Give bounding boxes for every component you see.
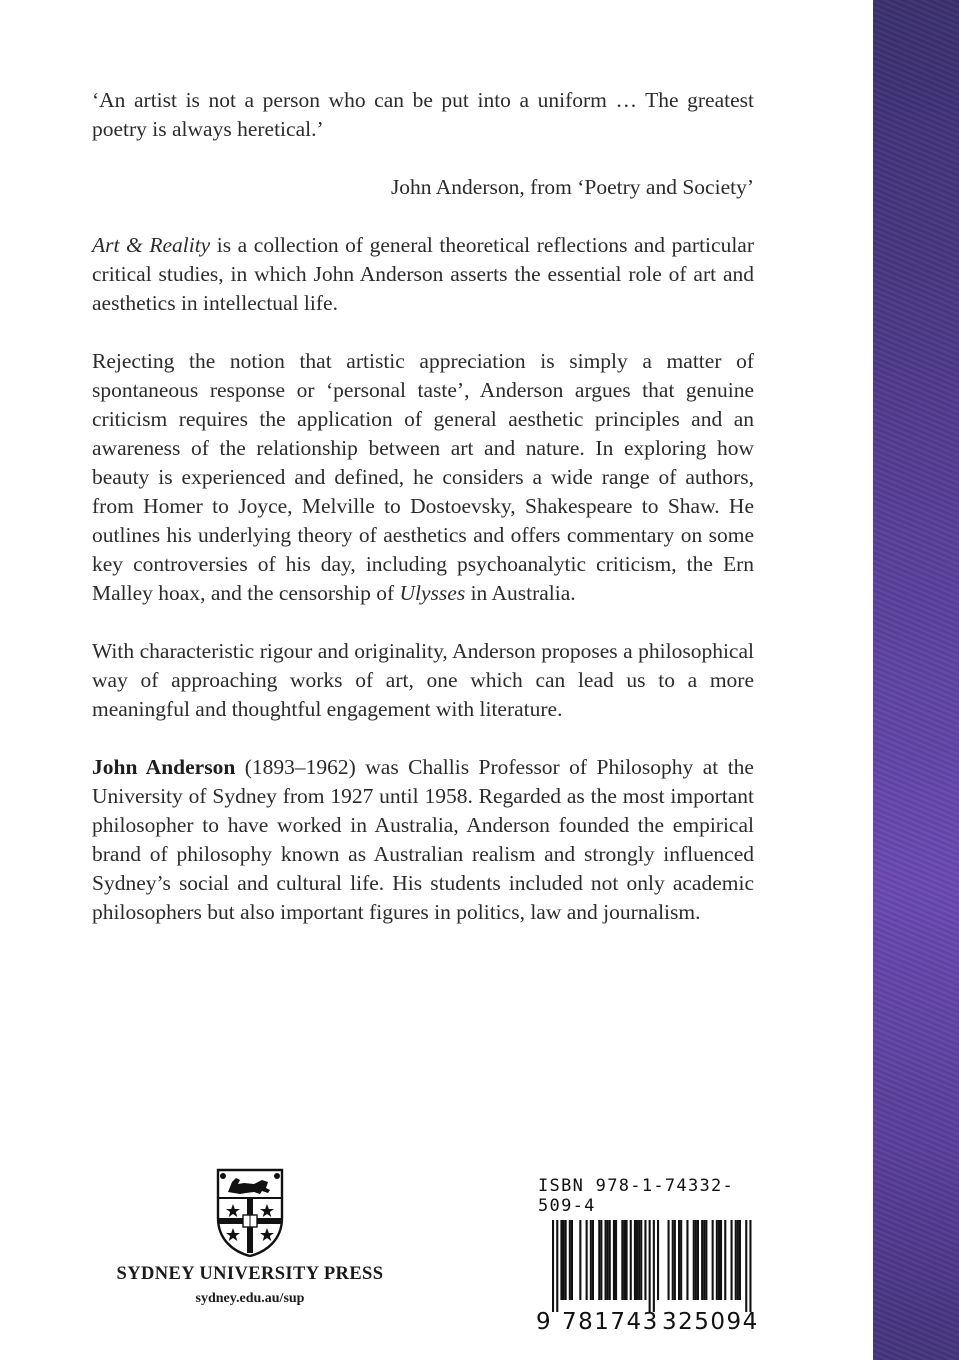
paragraph-intro: [92, 231, 754, 318]
ulysses-title: Ulysses: [399, 581, 466, 605]
cover-spine-texture: [873, 0, 959, 1360]
barcode-bar: [716, 1220, 718, 1300]
book-title: Art & Reality: [92, 233, 211, 257]
barcode-digit-first: 9: [536, 1309, 553, 1335]
author-bio-text: (1893–1962) was Challis Professor of Philosophy at the University of Sydney from 1927 until 1958. Regarded as the most important philosopher to have worked in Australia, Anderson founded the empirical brand of philosophy known as Australian realism and strongly influenced Sydney’s social and cultural life. His students included not only academic philosophers but also important figures in politics, law and journalism.: [92, 755, 754, 924]
author-name: John Anderson: [92, 755, 236, 779]
barcode-guard-bar: [649, 1220, 651, 1312]
epigraph-quote: ‘An artist is not a person who can be put into a uniform … The greatest poetry is always heretical.’: [92, 88, 754, 141]
barcode-bar: [693, 1220, 695, 1300]
barcode-bar: [615, 1220, 617, 1300]
barcode-bar: [626, 1220, 628, 1300]
barcode-bar: [623, 1220, 625, 1300]
publisher-url: sydney.edu.au/sup: [195, 1291, 305, 1306]
university-crest-icon: [214, 1166, 286, 1258]
barcode-bar: [609, 1220, 611, 1300]
author-bio: [92, 753, 754, 927]
barcode-bar: [737, 1220, 739, 1300]
barcode-bar: [731, 1220, 733, 1300]
barcode-bar: [636, 1220, 638, 1300]
barcode-bar: [560, 1220, 562, 1300]
barcode-bar: [571, 1220, 573, 1300]
barcode-bar: [638, 1220, 640, 1300]
barcode-bar: [634, 1220, 636, 1300]
barcode-bar: [712, 1220, 714, 1300]
isbn-label: ISBN 978-1-74332-509-4: [538, 1176, 735, 1216]
barcode-bar: [607, 1220, 609, 1300]
epigraph-attribution: John Anderson, from ‘Poetry and Society’: [390, 175, 754, 199]
barcode-bar: [644, 1220, 646, 1300]
paragraph-intro-text: is a collection of general theoretical reflections and particular critical studies, in which John Anderson asserts the essential role of art and aesthetics in intellectual life.: [92, 233, 754, 315]
barcode-bar: [563, 1220, 565, 1300]
barcode-bar: [718, 1220, 720, 1300]
barcode-bar: [586, 1220, 588, 1300]
barcode-guard-bar: [556, 1220, 558, 1312]
paragraph-summary: [92, 347, 754, 608]
barcode-bar: [590, 1220, 592, 1300]
barcode-guard-bar: [745, 1220, 747, 1312]
barcode-bar: [569, 1220, 571, 1300]
barcode-bar: [605, 1220, 607, 1300]
barcode-bar: [668, 1220, 670, 1300]
barcode-bar: [686, 1220, 688, 1300]
barcode-guard-bar: [552, 1220, 554, 1312]
barcode-bar: [621, 1220, 623, 1300]
isbn-barcode: [536, 1176, 762, 1335]
paragraph-approach: With characteristic rigour and originality, Anderson proposes a philosophical way of approaching works of art, one which can lead us to a more meaningful and thoughtful engagement with literature.: [92, 639, 754, 721]
barcode-bar: [598, 1220, 600, 1300]
paragraph-summary-text: Rejecting the notion that artistic appreciation is simply a matter of spontaneous response or ‘personal taste’, Anderson argues that genuine criticism requires the application of general aesthetic principles and an awareness of the relationship between art and nature. In exploring how beauty is experienced and defined, he considers a wide range of authors, from Homer to Joyce, Melville to Dostoevsky, Shakespeare to Shaw. He outlines his underlying theory of aesthetics and offers commentary on some key controversies of his day, including psychoanalytic criticism, the Ern Malley hoax, and the censorship of: [92, 349, 754, 605]
barcode-digits: [536, 1309, 762, 1335]
barcode-bar: [640, 1220, 642, 1300]
barcode-bar: [565, 1220, 567, 1300]
barcode-bar: [672, 1220, 674, 1300]
barcode-bar: [695, 1220, 697, 1300]
barcode-bar: [579, 1220, 581, 1300]
barcode-bar: [613, 1220, 615, 1300]
barcode-bar: [600, 1220, 602, 1300]
barcode-guard-bar: [653, 1220, 655, 1312]
paragraph-summary-end: in Australia.: [465, 581, 576, 605]
barcode-bar: [739, 1220, 741, 1300]
barcode-bar: [724, 1220, 726, 1300]
barcode-bar: [735, 1220, 737, 1300]
barcode-bar: [657, 1220, 659, 1300]
barcode-bar: [697, 1220, 699, 1300]
publisher-logo: [112, 1166, 388, 1307]
barcode-bar: [701, 1220, 703, 1300]
barcode-bar: [592, 1220, 594, 1300]
barcode-digits-right: 325094: [662, 1309, 759, 1335]
barcode-bar: [678, 1220, 680, 1300]
barcode-bar: [630, 1220, 632, 1300]
barcode-bar: [680, 1220, 682, 1300]
barcode-bar: [705, 1220, 707, 1300]
barcode-bars: [536, 1220, 762, 1312]
barcode-guard-bar: [749, 1220, 751, 1312]
barcode-digits-left: 781743: [562, 1309, 659, 1335]
back-cover-text: [92, 86, 754, 956]
publisher-name: SYDNEY UNIVERSITY PRESS: [116, 1264, 384, 1284]
barcode-bar: [720, 1220, 722, 1300]
barcode-bar: [703, 1220, 705, 1300]
barcode-bar: [674, 1220, 676, 1300]
